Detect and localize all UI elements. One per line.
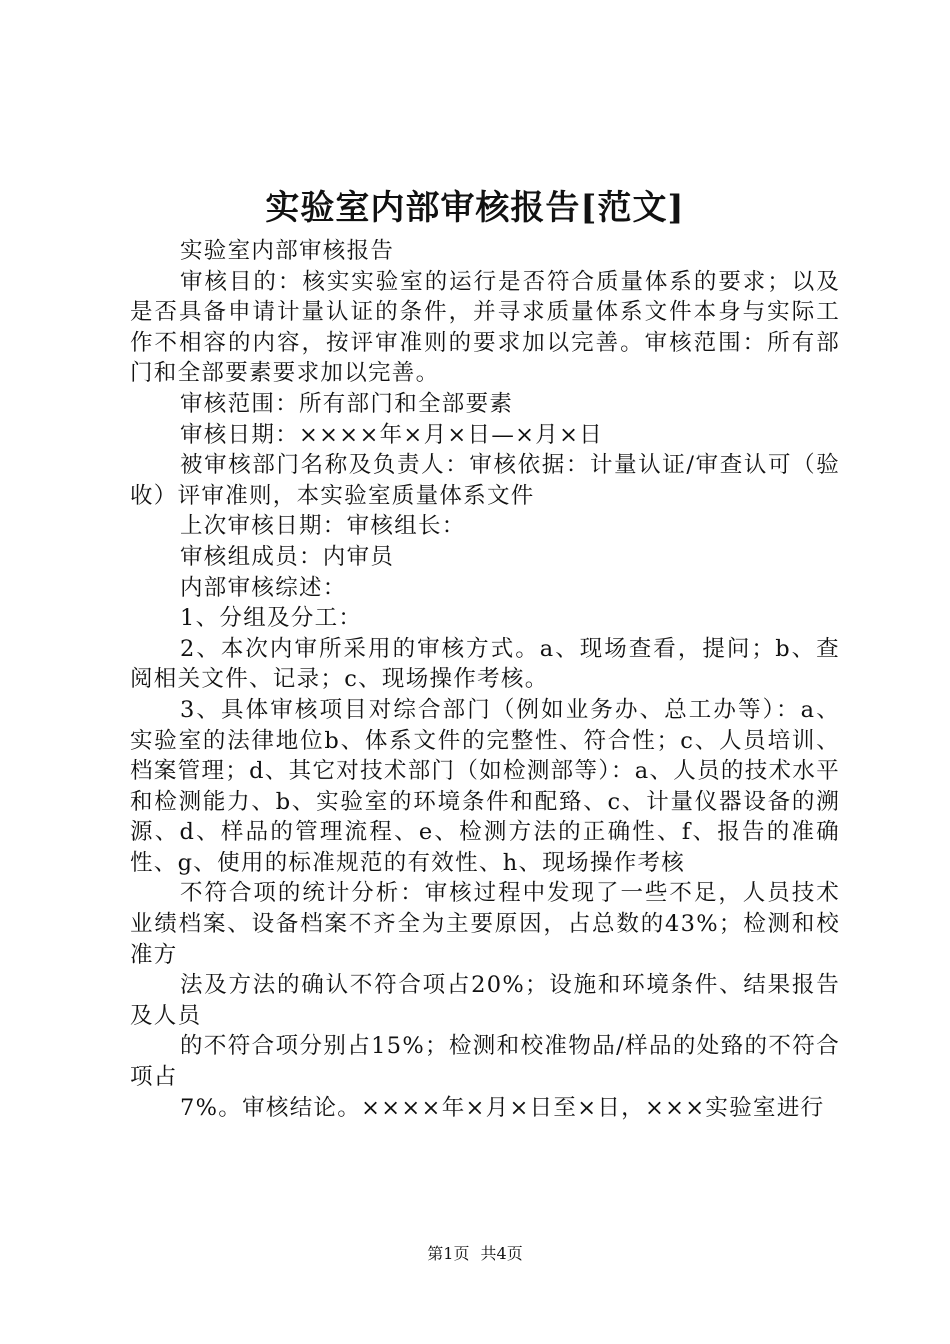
paragraph-audit-members: 审核组成员：内审员: [180, 543, 395, 570]
paragraph-nonconformity-analysis: 不符合项的统计分析：审核过程中发现了一些不足，人员技术业绩档案、设备档案不齐全为主要原因，占总数的43%；检测和校准方: [130, 880, 840, 968]
paragraph-item-3: 3、具体审核项目对综合部门（例如业务办、总工办等）：a、实验室的法律地位b、体系文件的完整性、符合性；c、人员培训、档案管理；d、其它对技术部门（如检测部等）：a、人员的技术水平和检测能力、b、实验室的环境条件和配臵、c、计量仪器设备的溯源、d、样品的管理流程、e、检测方法的正确性、f、报告的准确性、g、使用的标准规范的有效性、h、现场操作考核: [130, 696, 840, 876]
paragraph-item-2: 2、本次内审所采用的审核方式。a、现场查看，提问；b、查阅相关文件、记录；c、现场操作考核。: [130, 635, 840, 693]
page-total: 共4页: [480, 1244, 523, 1263]
paragraph-item-1: 1、分组及分工：: [180, 605, 363, 632]
paragraph-audited-department: 被审核部门名称及负责人：审核依据：计量认证/审查认可（验收）评审准则，本实验室质量体系文件: [130, 452, 840, 509]
paragraph-last-audit: 上次审核日期：审核组长：: [180, 513, 466, 540]
paragraph-audit-scope: 审核范围：所有部门和全部要素: [180, 390, 514, 417]
paragraph-audit-date: 审核日期：××××年×月×日—×月×日: [180, 421, 604, 448]
paragraph-subtitle: 实验室内部审核报告: [180, 238, 395, 264]
paragraph-summary-heading: 内部审核综述：: [180, 574, 347, 601]
paragraph-continuation-1: 法及方法的确认不符合项占20%；设施和环境条件、结果报告及人员: [130, 972, 840, 1029]
document-title: 实验室内部审核报告[范文]: [265, 188, 685, 228]
document-body: [130, 236, 840, 1123]
paragraph-continuation-3: 7%。审核结论。××××年×月×日至×日，×××实验室进行: [180, 1094, 825, 1121]
paragraph-continuation-2: 的不符合项分别占15%；检测和校准物品/样品的处臵的不符合项占: [130, 1033, 840, 1091]
paragraph-audit-purpose: 审核目的：核实实验室的运行是否符合质量体系的要求；以及是否具备申请计量认证的条件，并寻求质量体系文件本身与实际工作不相容的内容，按评审准则的要求加以完善。审核范围：所有部门和全部要素要求加以完善。: [130, 268, 840, 387]
page-footer: [0, 1242, 950, 1266]
page-number: 第1页: [427, 1244, 470, 1263]
